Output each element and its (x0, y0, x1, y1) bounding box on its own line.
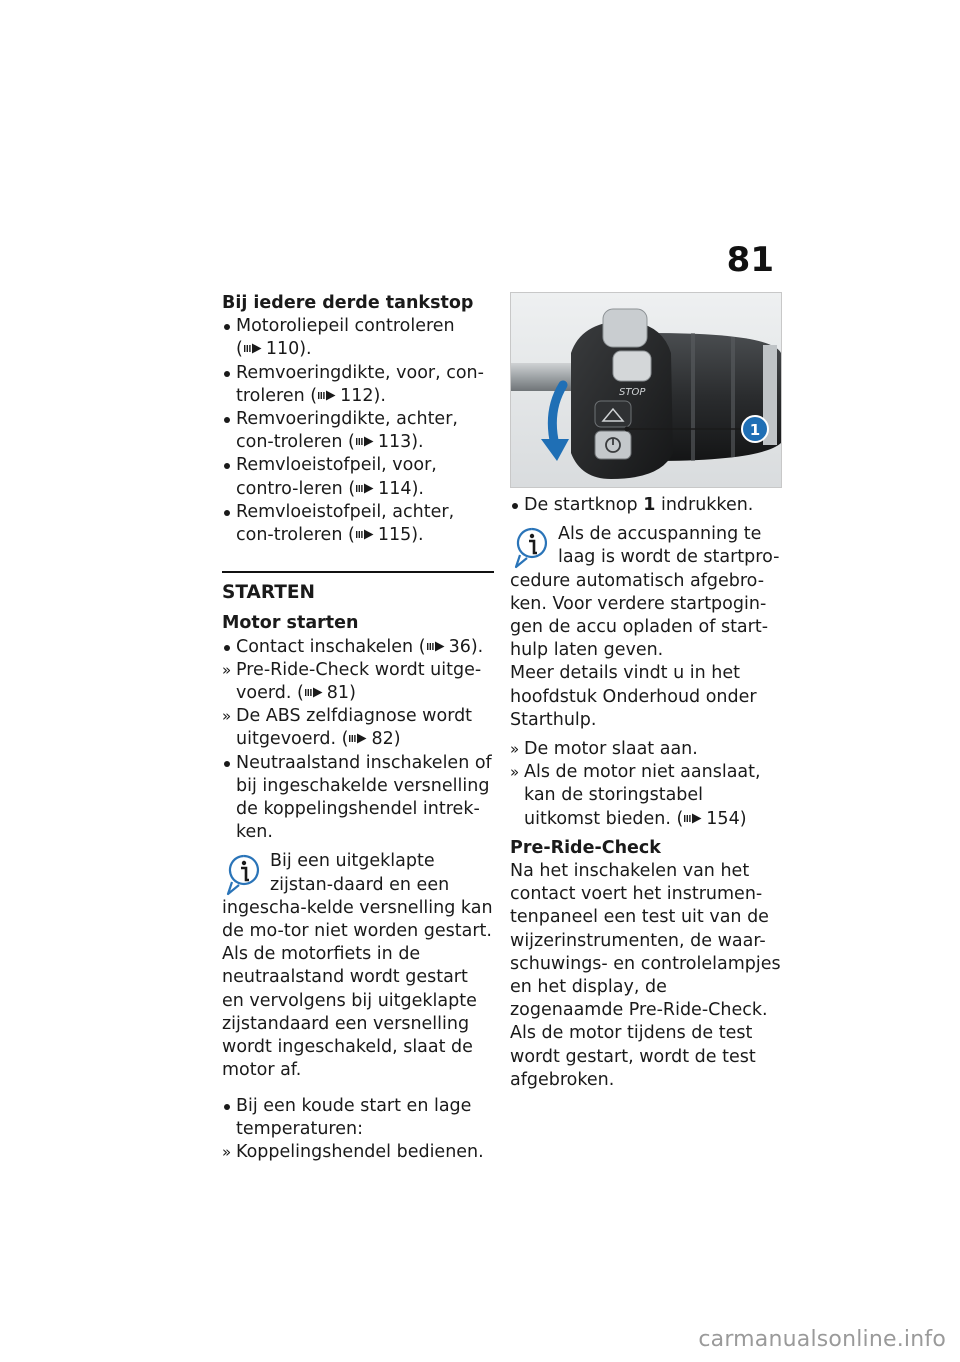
left-column (222, 292, 494, 1164)
result-item: » Koppelingshendel bedienen. (222, 1141, 494, 1164)
info-note (222, 850, 494, 1082)
result-item: » De ABS zelfdiagnose wordt uitgevoerd. ( 82) (222, 705, 494, 751)
step-item: Contact inschakelen ( 36). (222, 636, 494, 659)
page-reference: 36 (448, 636, 471, 657)
start-button-photo (510, 292, 782, 488)
section-title-starten: STARTEN (222, 571, 494, 604)
page-number: 81 (726, 240, 774, 280)
reference-arrow-icon (684, 813, 702, 824)
step-item: Bij een koude start en lage temperaturen: (222, 1095, 494, 1141)
info-note (510, 523, 782, 732)
page-reference: 81 (326, 683, 350, 704)
info-icon (514, 525, 550, 569)
step-item: Neutraalstand inschakelen of bij ingeschakelde versnelling de koppelingshendel intrek-ken. (222, 752, 494, 845)
reference-arrow-icon (349, 733, 367, 744)
result-item: » De motor slaat aan. (510, 738, 782, 761)
reference-arrow-icon (356, 529, 374, 540)
note-more-text: Meer details vindt u in het hoofdstuk Onderhoud onder Starthulp. (510, 663, 757, 730)
reference-arrow-icon (427, 641, 445, 652)
list-item: Remvloeistofpeil, achter, con-troleren ( 115). (222, 501, 494, 547)
stop-label: STOP (619, 387, 646, 398)
page-reference: 113 (377, 432, 412, 453)
right-column (510, 292, 782, 1092)
reference-arrow-icon (356, 483, 374, 494)
note-text: Bij een uitgeklapte zijstan-daard en een ingescha-kelde versnelling kan de mo-tor niet worden gestart. Als de motorfiets in de neutraalstand wordt gestart en vervolgens bij uitgeklapte zijstandaard een versnelling wordt ingeschakeld, slaat de motor af. (222, 851, 493, 1081)
page-reference: 112 (340, 385, 374, 406)
list-item: Remvoeringdikte, voor, con-troleren ( 112). (222, 362, 494, 408)
callout-number: 1 (749, 421, 761, 439)
reference-arrow-icon (318, 390, 336, 401)
handlebar-switch-illustration (511, 293, 781, 487)
note-text: Als de accuspanning te laag is wordt de startpro-cedure automatisch afgebro-ken. Voor verdere startpogin-gen de accu opladen of start-hulp laten geven. (510, 524, 780, 661)
page-reference: 110 (265, 339, 300, 360)
result-item: » Als de motor niet aanslaat, kan de storingstabel uitkomst bieden. ( 154) (510, 761, 782, 831)
reference-arrow-icon (305, 687, 323, 698)
list-item: Motoroliepeil controleren ( 110). (222, 315, 494, 361)
reference-arrow-icon (244, 343, 262, 354)
section-title-tankstop: Bij iedere derde tankstop (222, 293, 474, 313)
info-icon (226, 852, 262, 896)
subsection-title-motor-starten: Motor starten (222, 613, 359, 634)
page-reference: 82 (371, 729, 394, 750)
step-item: De startknop 1 indrukken. (510, 494, 782, 517)
watermark: carmanualsonline.info (698, 1327, 946, 1352)
list-item: Remvoeringdikte, achter, con-troleren ( 113). (222, 408, 494, 454)
page-reference: 154 (706, 808, 740, 829)
result-item: » Pre-Ride-Check wordt uitge-voerd. ( 81) (222, 659, 494, 705)
callout-reference: 1 (643, 495, 656, 515)
page-reference: 114 (378, 478, 412, 499)
list-item: Remvloeistofpeil, voor, contro-leren ( 114). (222, 454, 494, 500)
rotation-arrow-icon (552, 385, 563, 445)
section-title-pre-ride-check: Pre-Ride-Check (510, 837, 661, 858)
reference-arrow-icon (356, 436, 374, 447)
pre-ride-check-paragraph: Na het inschakelen van het contact voert het instrumen-tenpaneel een test uit van de wijzerinstrumenten, de waar-schuwings- en controlelampjes en het display, de zogenaamde Pre-Ride-Check. Als de motor tijdens de test wordt gestart, wordt de test afgebroken. (510, 861, 781, 1090)
page-reference: 115 (377, 525, 412, 546)
